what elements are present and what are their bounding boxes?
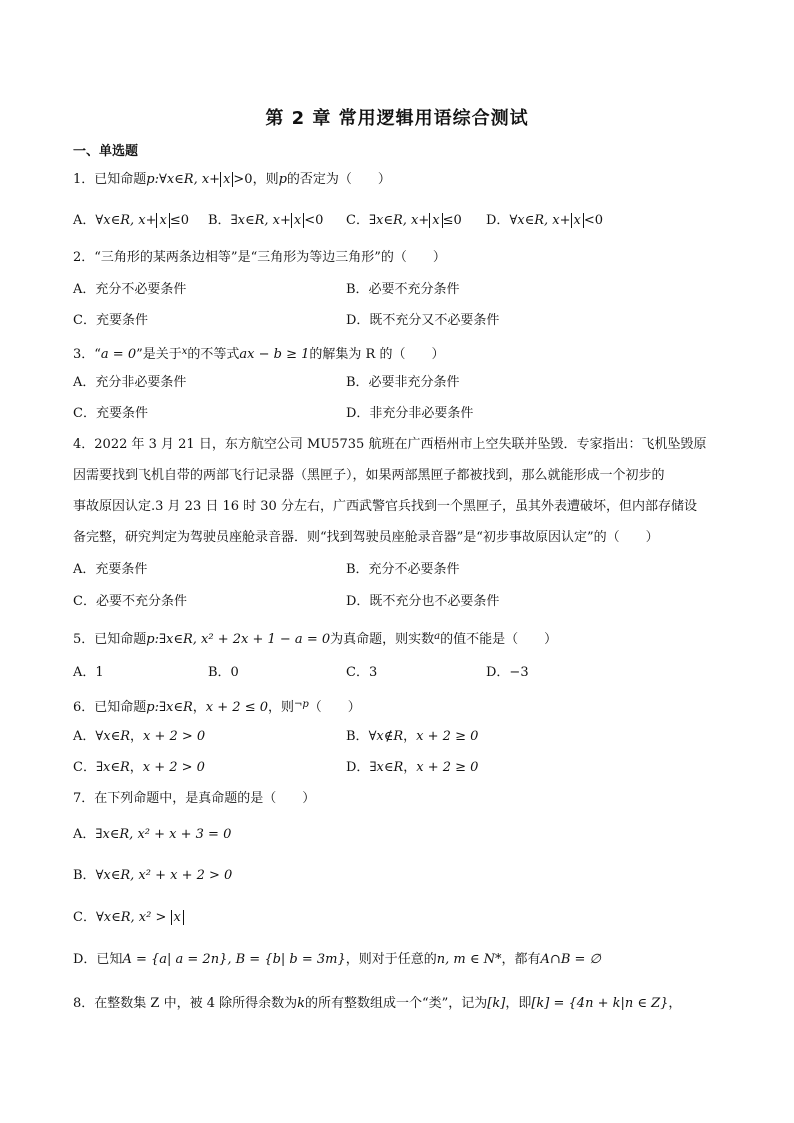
- question-6-option-a: A．∀x∈R，x + 2 > 0: [73, 729, 206, 744]
- question-2-option-a: A．充分不必要条件: [73, 282, 187, 297]
- question-3-option-b: B．必要非充分条件: [346, 375, 460, 390]
- question-1-option-d: D．∀x∈R, x+ x <0: [486, 213, 604, 228]
- section-heading: 一、单选题: [73, 144, 139, 159]
- question-2-stem: 2．“三角形的某两条边相等”是“三角形为等边三角形”的（ ）: [73, 250, 446, 265]
- question-7-option-d: D．已知A = {a| a = 2n}, B = {b| b = 3m}，则对于任意的n, m ∈ N*，都有A∩B = ∅: [73, 952, 601, 967]
- question-6-option-b: B．∀x∉R，x + 2 ≥ 0: [346, 729, 479, 744]
- question-4-option-c: C．必要不充分条件: [73, 594, 187, 609]
- question-6-option-d: D．∃x∈R，x + 2 ≥ 0: [346, 760, 479, 775]
- question-5-option-c: C．3: [346, 665, 378, 680]
- question-5-option-d: D．−3: [486, 665, 529, 680]
- question-2-option-d: D．既不充分又不必要条件: [346, 313, 500, 328]
- question-4-line-1: 4．2022 年 3 月 21 日，东方航空公司 MU5735 航班在广西梧州市上空失联并坠毁．专家指出：飞机坠毁原: [73, 437, 707, 452]
- question-7-option-b: B．∀x∈R, x² + x + 2 > 0: [73, 868, 233, 883]
- question-1-option-b: B．∃x∈R, x+ x <0: [208, 213, 324, 228]
- question-3-option-a: A．充分非必要条件: [73, 375, 187, 390]
- question-3-stem: 3．“a = 0”是关于$^x$的不等式ax − b ≥ 1的解集为 R 的（ ）: [73, 346, 445, 362]
- question-5-stem: 5．已知命题p:∃x∈R, x² + 2x + 1 − a = 0为真命题，则实数$^a$的值不能是（ ）: [73, 631, 558, 647]
- question-4-option-d: D．既不充分也不必要条件: [346, 594, 500, 609]
- question-7-option-c: C．∀x∈R, x² > x: [73, 909, 184, 927]
- question-6-option-c: C．∃x∈R，x + 2 > 0: [73, 760, 205, 775]
- question-5-option-a: A．1: [73, 665, 104, 680]
- question-4-line-3: 事故原因认定.3 月 23 日 16 时 30 分左右，广西武警官兵找到一个黑匣子，虽其外表遭破坏，但内部存储设: [73, 499, 697, 514]
- question-7-stem: 7．在下列命题中，是真命题的是（ ）: [73, 791, 316, 806]
- question-7-option-a: A．∃x∈R, x² + x + 3 = 0: [73, 827, 232, 842]
- question-4-option-a: A．充要条件: [73, 562, 148, 577]
- question-1-option-a: A．∀x∈R, x+ x ≤0: [73, 213, 189, 228]
- question-6-stem: 6．已知命题p:∃x∈R，x + 2 ≤ 0，则$^{\neg p}$（ ）: [73, 699, 361, 715]
- question-4-line-4: 备完整，研究判定为驾驶员座舱录音器．则“找到驾驶员座舱录音器”是“初步事故原因认定”的（ ）: [73, 530, 659, 545]
- question-1-stem: 1．已知命题p:∀x∈R, x+ x >0，则p的否定为（ ）: [73, 172, 391, 187]
- question-3-option-c: C．充要条件: [73, 406, 148, 421]
- question-8-stem: 8．在整数集 Z 中，被 4 除所得余数为k的所有整数组成一个“类”，记为[k]，即[k] = {4n + k|n ∈ Z}，: [73, 996, 682, 1011]
- question-2-option-c: C．充要条件: [73, 313, 148, 328]
- question-1-option-c: C．∃x∈R, x+ x ≤0: [346, 213, 462, 228]
- question-5-option-b: B．0: [208, 665, 239, 680]
- question-4-line-2: 因需要找到飞机自带的两部飞行记录器（黑匣子），如果两部黑匣子都被找到，那么就能形成一个初步的: [73, 468, 665, 483]
- page-title: 第 2 章 常用逻辑用语综合测试: [265, 108, 529, 129]
- question-4-option-b: B．充分不必要条件: [346, 562, 460, 577]
- question-2-option-b: B．必要不充分条件: [346, 282, 460, 297]
- question-3-option-d: D．非充分非必要条件: [346, 406, 474, 421]
